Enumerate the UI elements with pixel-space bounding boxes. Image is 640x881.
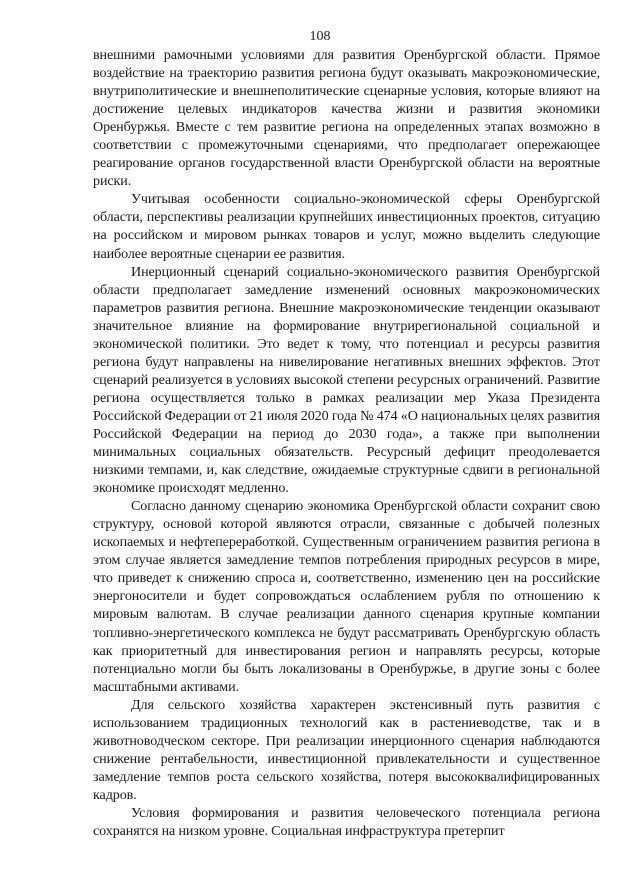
paragraph-likely-scenarios: Учитывая особенности социально-экономической сферы Оренбургской области, перспективы реализации крупнейших инвестиционных проектов, ситуацию на российском и мировом рынках товаров и услуг, можно выделить следующие наиболее вероятные сценарии ее развития. [93, 191, 600, 262]
body-text [93, 46, 600, 840]
paragraph-agriculture: Для сельского хозяйства характерен экстенсивный путь развития с использованием традиционных технологий как в растениеводстве, так и в животноводческом секторе. При реализации инерционного сценария наблюдаются снижение рентабельности, инвестиционной привлекательности и существенное замедление темпов роста сельского хозяйства, потеря высококвалифицированных кадров. [93, 696, 600, 803]
paragraph-economy-structure: Согласно данному сценарию экономика Оренбургской области сохранит свою структуру, основой которой являются отрасли, связанные с добычей полезных ископаемых и нефтепереработкой. Существенным ограничением развития региона в этом случае является замедление темпов потребления природных ресурсов в мире, что приведет к снижению спроса и, соответственно, изменению цен на российские энергоносители и будет сопровождаться ослаблением рубля по отношению к мировым валютам. В случае реализации данного сценария крупные компании топливно-энергетического комплекса не будут рассматривать Оренбургскую область как приоритетный для инвестирования регион и направлять ресурсы, которые потенциально могли бы быть локализованы в Оренбуржье, в другие зоны с более масштабными активами. [93, 498, 600, 695]
paragraph-external-conditions: внешними рамочными условиями для развития Оренбургской области. Прямое воздействие на траекторию развития региона будут оказывать макроэкономические, внутриполитические и внешнеполитические сценарные условия, которые влияют на достижение целевых индикаторов качества жизни и развития экономики Оренбуржья. Вместе с тем развитие региона на определенных этапах возможно в соответствии с промежуточными сценариями, что предполагает опережающее реагирование органов государственной власти Оренбургской области на вероятные риски. [93, 47, 600, 190]
paragraph-inertial-scenario: Инерционный сценарий социально-экономического развития Оренбургской области предполагает замедление изменений основных макроэкономических параметров развития региона. Внешние макроэкономические тенденции оказывают значительное влияние на формирование внутрирегиональной социальной и экономической политики. Это ведет к тому, что потенциал и ресурсы развития региона будут направлены на нивелирование негативных внешних эффектов. Этот сценарий реализуется в условиях высокой степени ресурсных ограничений. Развитие региона осуществляется только в рамках реализации мер Указа Президента Российской Федерации от 21 июля 2020 года № 474 «О национальных целях развития Российской Федерации на период до 2030 года», а также при выполнении минимальных социальных обязательств. Ресурсный дефицит преодолевается низкими темпами, и, как следствие, ожидаемые структурные сдвиги в региональной экономике происходят медленно. [93, 263, 600, 497]
paragraph-human-potential: Условия формирования и развития человеческого потенциала региона сохранятся на низком уровне. Социальная инфраструктура претерпит [93, 804, 600, 840]
page-number: 108 [309, 29, 331, 44]
